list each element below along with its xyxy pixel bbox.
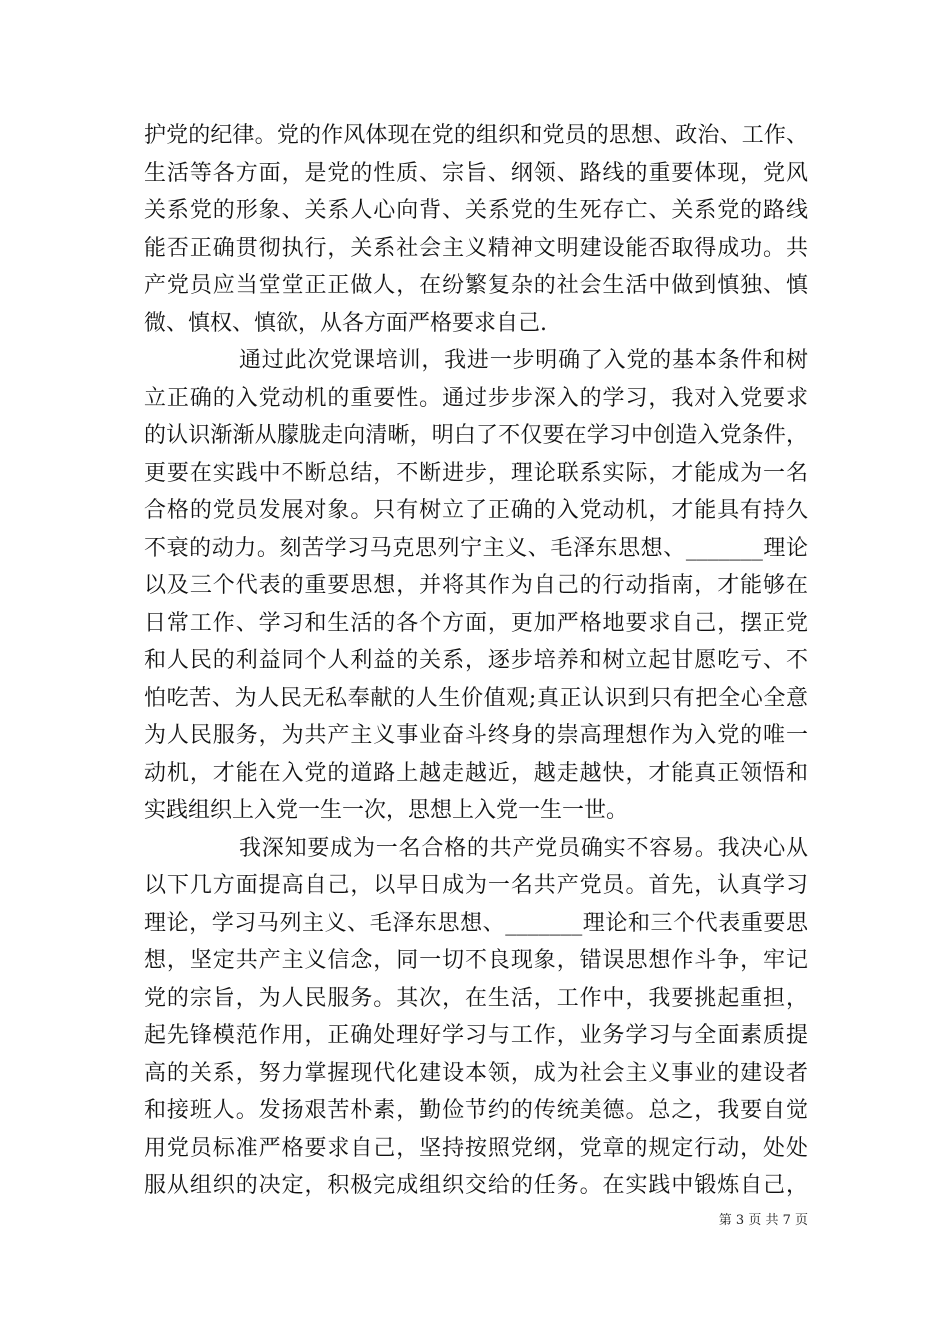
- paragraph: [144, 830, 808, 1205]
- text-line: 的认识渐渐从朦胧走向清晰，明白了不仅要在学习中创造入党条件，: [144, 423, 808, 448]
- text-line: 用党员标准严格要求自己，坚持按照党纲，党章的规定行动，处处: [144, 1135, 808, 1161]
- text-line: 服从组织的决定，积极完成组织交给的任务。在实践中锻炼自己，: [144, 1173, 808, 1198]
- text-line: 起先锋模范作用，正确处理好学习与工作，业务学习与全面素质提: [144, 1023, 808, 1048]
- text-line: 以及三个代表的重要思想，并将其作为自己的行动指南，才能够在: [144, 573, 808, 598]
- text-line: 实践组织上入党一生一次，思想上入党一生一世。: [144, 798, 629, 823]
- text-line: 想，坚定共产主义信念，同一切不良现象，错误思想作斗争，牢记: [144, 948, 808, 973]
- paragraph: [144, 342, 808, 830]
- text-line: 关系党的形象、关系人心向背、关系党的生死存亡、关系党的路线: [144, 198, 808, 223]
- text-line: 产党员应当堂堂正正做人，在纷繁复杂的社会生活中做到慎独、慎: [144, 273, 808, 298]
- text-line: 通过此次党课培训，我进一步明确了入党的基本条件和树: [239, 348, 808, 373]
- paragraph: [144, 117, 808, 342]
- text-line: 动机，才能在入党的道路上越走越近，越走越快，才能真正领悟和: [144, 760, 808, 786]
- text-line: 能否正确贯彻执行，关系社会主义精神文明建设能否取得成功。共: [144, 235, 808, 261]
- text-line: 理论，学习马列主义、毛泽东思想、_______理论和三个代表重要思: [144, 910, 808, 936]
- text-line: 生活等各方面，是党的性质、宗旨、纲领、路线的重要体现，党风: [144, 160, 808, 186]
- page-footer: 第 3 页 共 7 页: [718, 1213, 808, 1228]
- text-line: 日常工作、学习和生活的各个方面，更加严格地要求自己，摆正党: [144, 610, 808, 636]
- text-line: 立正确的入党动机的重要性。通过步步深入的学习，我对入党要求: [144, 385, 808, 411]
- text-line: 为人民服务，为共产主义事业奋斗终身的崇高理想作为入党的唯一: [144, 723, 808, 748]
- text-line: 怕吃苦、为人民无私奉献的人生价值观;真正认识到只有把全心全意: [144, 685, 808, 711]
- text-line: 和人民的利益同个人利益的关系，逐步培养和树立起甘愿吃亏、不: [144, 648, 808, 673]
- text-line: 护党的纪律。党的作风体现在党的组织和党员的思想、政治、工作、: [144, 123, 808, 148]
- text-line: 合格的党员发展对象。只有树立了正确的入党动机，才能具有持久: [144, 498, 808, 523]
- text-line: 更要在实践中不断总结，不断进步，理论联系实际，才能成为一名: [144, 460, 808, 486]
- text-line: 我深知要成为一名合格的共产党员确实不容易。我决心从: [239, 835, 808, 861]
- text-line: 以下几方面提高自己，以早日成为一名共产党员。首先，认真学习: [144, 873, 808, 898]
- text-line: 高的关系，努力掌握现代化建设本领，成为社会主义事业的建设者: [144, 1060, 808, 1086]
- text-line: 不衰的动力。刻苦学习马克思列宁主义、毛泽东思想、_______理论: [144, 535, 808, 561]
- body-text: [144, 117, 808, 1205]
- text-line: 微、慎权、慎欲，从各方面严格要求自己.: [144, 310, 547, 336]
- text-line: 党的宗旨，为人民服务。其次，在生活，工作中，我要挑起重担，: [144, 985, 808, 1011]
- text-line: 和接班人。发扬艰苦朴素，勤俭节约的传统美德。总之，我要自觉: [144, 1098, 808, 1123]
